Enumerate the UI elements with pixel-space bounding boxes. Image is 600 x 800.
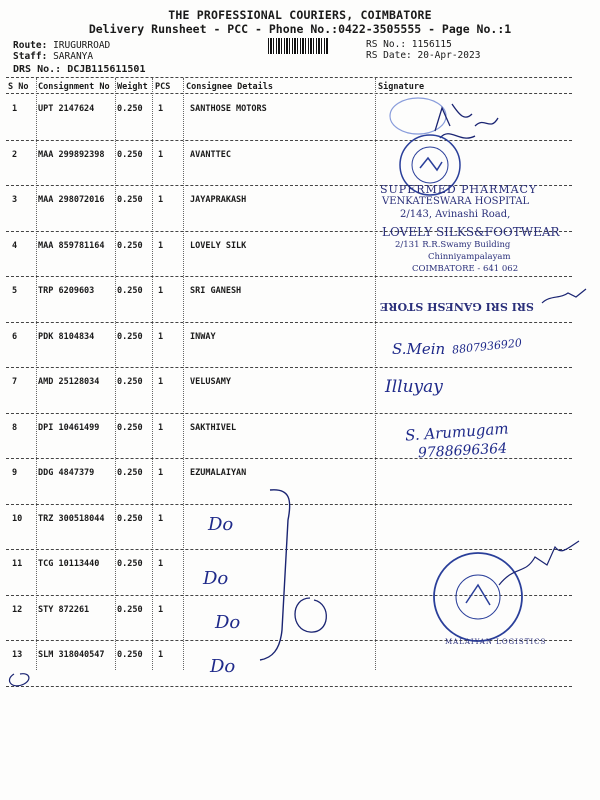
- row-consignment: MAA 299892398: [38, 149, 105, 160]
- row-sno: 10: [12, 513, 23, 524]
- drs-label: DRS No.:: [13, 64, 62, 75]
- row-consignment: MAA 859781164: [38, 240, 105, 251]
- row-divider: [6, 458, 572, 459]
- row-consignment: TCG 10113440: [38, 559, 100, 569]
- row-consignee: SRI GANESH: [190, 286, 242, 296]
- barcode: [268, 38, 328, 54]
- column-divider: [183, 78, 184, 670]
- row-weight: 0.250: [117, 468, 143, 478]
- bracket-mark: [250, 480, 370, 680]
- row-pcs: 1: [158, 195, 164, 205]
- row-sno: 6: [12, 331, 18, 342]
- row-weight: 0.250: [117, 377, 143, 387]
- ditto-row11: Do: [203, 568, 229, 589]
- row-consignment: AMD 25128034: [38, 377, 100, 387]
- company-title: THE PROFESSIONAL COURIERS, COIMBATORE: [168, 8, 432, 22]
- col-header-weight: Weight: [117, 82, 148, 92]
- row-consignment: UPT 2147624: [38, 104, 95, 114]
- drs-value: DCJB115611501: [67, 64, 146, 75]
- row-sno: 2: [12, 149, 18, 160]
- logistics-stamp-text: MALAIYAN LOGISTICS: [445, 638, 547, 646]
- row-pcs: 1: [158, 650, 164, 660]
- signature-row7: Illuyay: [385, 377, 443, 397]
- row-consignment: DPI 10461499: [38, 422, 100, 433]
- signature-row8: S. Arumugam: [404, 419, 510, 445]
- route-label: Route:: [13, 40, 48, 51]
- col-header-pcs: PCS: [155, 82, 171, 92]
- row-divider: [6, 276, 572, 277]
- row-weight: 0.250: [117, 149, 143, 160]
- row-consignee: SANTHOSE MOTORS: [190, 104, 267, 114]
- rs-no-info: [366, 39, 452, 50]
- col-header-signature: Signature: [378, 82, 425, 92]
- col-header-consignment: Consignment No: [38, 82, 110, 92]
- row-weight: 0.250: [117, 604, 143, 615]
- pen-mark: [6, 670, 46, 692]
- ditto-row10: Do: [208, 514, 234, 535]
- row-divider: [6, 595, 572, 596]
- pharmacy-stamp-line3: 2/143, Avinashi Road,: [400, 209, 511, 220]
- staff-label: Staff:: [13, 51, 48, 62]
- column-divider: [375, 78, 376, 670]
- row-sno: 1: [12, 104, 18, 114]
- row-divider: [6, 504, 572, 505]
- row-sno: 4: [12, 240, 18, 251]
- row-consignee: LOVELY SILK: [190, 240, 247, 251]
- row-divider: [6, 322, 572, 323]
- staff-value: SARANYA: [53, 51, 94, 62]
- row-weight: 0.250: [117, 195, 143, 205]
- row-sno: 9: [12, 468, 18, 478]
- row-consignee: VELUSAMY: [190, 377, 231, 387]
- row-consignment: SLM 318040547: [38, 650, 105, 660]
- lovely-stamp-line4: COIMBATORE - 641 062: [412, 264, 519, 274]
- row-sno: 7: [12, 377, 18, 387]
- lovely-stamp-line2: 2/131 R.R.Swamy Building: [395, 240, 511, 250]
- row-consignment: STY 872261: [38, 604, 90, 615]
- row-pcs: 1: [158, 422, 164, 433]
- header-rule-bottom: [6, 93, 572, 94]
- row-divider: [6, 367, 572, 368]
- row-pcs: 1: [158, 377, 164, 387]
- ditto-row13: Do: [210, 656, 236, 677]
- route-value: IRUGURROAD: [53, 40, 111, 51]
- row-consignment: PDK 8104834: [38, 331, 95, 342]
- rs-no-label: RS No.:: [366, 39, 407, 50]
- pharmacy-stamp-line1: SUPERMED PHARMACY: [380, 183, 538, 196]
- row-sno: 8: [12, 422, 18, 433]
- row-pcs: 1: [158, 513, 164, 524]
- row-pcs: 1: [158, 286, 164, 296]
- row-consignee: EZUMALAIYAN: [190, 468, 247, 478]
- col-header-consignee: Consignee Details: [186, 82, 273, 92]
- row-consignee: AVANTTEC: [190, 149, 231, 160]
- route-info: [13, 40, 110, 51]
- row-sno: 13: [12, 650, 23, 660]
- row-pcs: 1: [158, 331, 164, 342]
- runsheet-subtitle: Delivery Runsheet - PCC - Phone No.:0422-3505555 - Page No.:1: [88, 22, 512, 36]
- rs-date-info: [366, 50, 480, 61]
- signature-row5: [540, 285, 590, 310]
- row-pcs: 1: [158, 559, 164, 569]
- header-rule-top: [6, 77, 572, 78]
- row-consignee: SAKTHIVEL: [190, 422, 237, 433]
- pharmacy-stamp-line2: VENKATESWARA HOSPITAL: [382, 196, 530, 207]
- row-sno: 3: [12, 195, 18, 205]
- row-consignment: TRZ 300518044: [38, 513, 105, 524]
- row-divider: [6, 686, 572, 687]
- ganesh-stamp: SRI SRI GANESH STORE: [380, 300, 534, 313]
- row-weight: 0.250: [117, 513, 143, 524]
- rs-date-value: 20-Apr-2023: [417, 50, 481, 61]
- row-pcs: 1: [158, 149, 164, 160]
- row-pcs: 1: [158, 104, 164, 114]
- row-consignee: JAYAPRAKASH: [190, 195, 247, 205]
- row-divider: [6, 413, 572, 414]
- staff-info: [13, 51, 93, 62]
- column-divider: [36, 78, 37, 670]
- row-weight: 0.250: [117, 104, 143, 114]
- row-consignee: INWAY: [190, 331, 216, 342]
- row-divider: [6, 549, 572, 550]
- row-weight: 0.250: [117, 422, 143, 433]
- signature-row11: [495, 535, 585, 595]
- row-weight: 0.250: [117, 331, 143, 342]
- row-consignment: DDG 4847379: [38, 468, 95, 478]
- row-sno: 5: [12, 286, 18, 296]
- phone-row8: 9788696364: [417, 440, 508, 462]
- row-weight: 0.250: [117, 240, 143, 251]
- lovely-stamp-line3: Chinniyampalayam: [428, 252, 511, 262]
- column-divider: [152, 78, 153, 670]
- row-consignment: TRP 6209603: [38, 286, 95, 296]
- row-weight: 0.250: [117, 286, 143, 296]
- col-header-sno: S No: [8, 82, 29, 92]
- row-pcs: 1: [158, 240, 164, 251]
- row-divider: [6, 140, 572, 141]
- signature-row1: [380, 96, 580, 156]
- column-divider: [115, 78, 116, 670]
- ditto-row12: Do: [215, 612, 241, 633]
- row-sno: 11: [12, 559, 23, 569]
- rs-date-label: RS Date:: [366, 50, 412, 61]
- rs-no-value: 1156115: [411, 39, 452, 50]
- row-weight: 0.250: [117, 559, 143, 569]
- drs-info: [13, 64, 145, 75]
- row-weight: 0.250: [117, 650, 143, 660]
- row-sno: 12: [12, 604, 23, 615]
- phone-row6: 8807936920: [451, 336, 523, 357]
- lovely-stamp-line1: LOVELY SILKS&FOOTWEAR: [382, 225, 560, 239]
- row-consignment: MAA 298072016: [38, 195, 105, 205]
- signature-row6: S.Mein: [392, 340, 446, 358]
- row-pcs: 1: [158, 468, 164, 478]
- row-pcs: 1: [158, 604, 164, 615]
